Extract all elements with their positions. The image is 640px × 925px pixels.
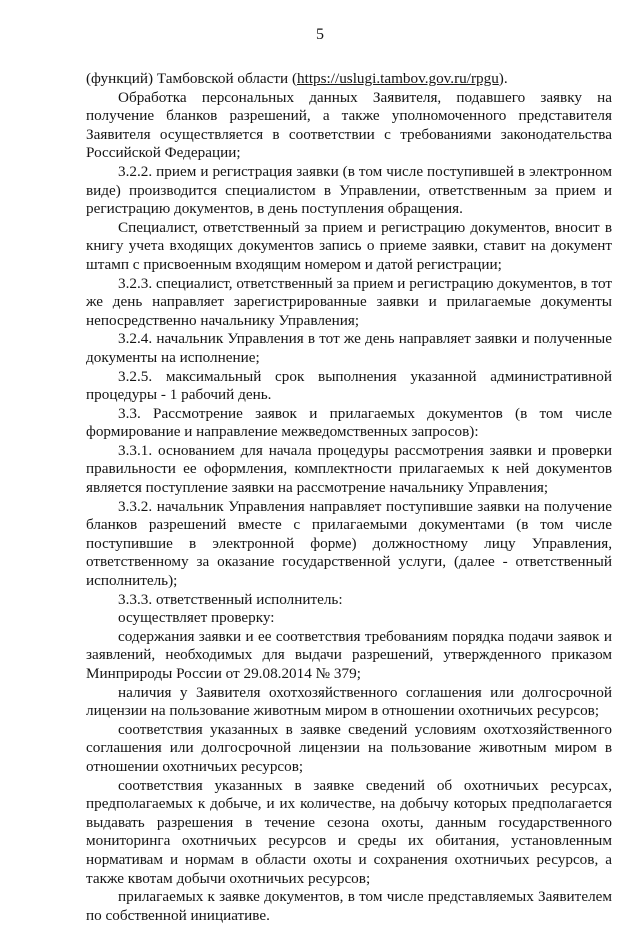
document-body: [86, 70, 612, 925]
paragraph-check-agreement: наличия у Заявителя охотхозяйственного соглашения или долгосрочной лицензии на пользование животным миром в отношении охотничьих ресурсов;: [86, 683, 612, 720]
paragraph-3-2-2: 3.2.2. прием и регистрация заявки (в том числе поступившей в электронном виде) производится специалистом в Управлении, ответственным за прием и регистрацию документов, в день поступления обращения.: [86, 162, 612, 218]
paragraph-check-content: содержания заявки и ее соответствия требованиям порядка подачи заявок и заявлений, необходимых для выдачи разрешений, утвержденного приказом Минприроды России от 29.08.2014 № 379;: [86, 627, 612, 682]
intro-paragraph: [86, 70, 612, 89]
intro-text-after: ).: [498, 70, 508, 87]
paragraph-3-2-3: 3.2.3. специалист, ответственный за прием и регистрацию документов, в тот же день направляет зарегистрированные заявки и прилагаемые документы непосредственно начальнику Управления;: [86, 274, 612, 329]
paragraph-3-2-4: 3.2.4. начальник Управления в тот же день направляет заявки и полученные документы на исполнение;: [86, 330, 612, 366]
paragraph-checks-heading: осуществляет проверку:: [118, 609, 275, 627]
paragraph-check-conformity: соответствия указанных в заявке сведений условиям охотхозяйственного соглашения или долгосрочной лицензии на пользование животным миром в отношении охотничьих ресурсов;: [86, 720, 612, 775]
intro-text-before: (функций) Тамбовской области (: [86, 70, 297, 87]
paragraph-personal-data: Обработка персональных данных Заявителя, подавшего заявку на получение бланков разрешений, а также уполномоченного представителя Заявителя осуществляется в соответствии с требованиями законодательства Российской Федерации;: [86, 88, 612, 162]
paragraph-check-resources: соответствия указанных в заявке сведений об охотничьих ресурсах, предполагаемых к добыче, и их количестве, на добычу которых предполагается выдавать разрешения в течение сезона охоты, данным государственного мониторинга охотничьих ресурсов и среды их обитания, установленным нормативам и нормам в области охоты и сохранения охотничьих ресурсов, а также квотам добычи охотничьих ресурсов;: [86, 776, 612, 887]
paragraph-3-3-2: 3.3.2. начальник Управления направляет поступившие заявки на получение бланков разрешений вместе с прилагаемыми документами (в том числе поступившие в электронной форме) должностному лицу Управления, ответственному за оказание государственной услуги, (далее - ответственный исполнитель);: [86, 497, 612, 590]
paragraph-3-3-1: 3.3.1. основанием для начала процедуры рассмотрения заявки и проверки правильности ее оформления, комплектности прилагаемых к ней документов является поступление заявки на рассмотрение начальнику Управления;: [86, 441, 612, 497]
rpgu-link[interactable]: https://uslugi.tambov.gov.ru/rpgu: [297, 70, 499, 87]
page-number: 5: [316, 26, 324, 43]
paragraph-check-attachments: прилагаемых к заявке документов, в том числе представляемых Заявителем по собственной инициативе.: [86, 888, 612, 924]
paragraph-specialist-registration: Специалист, ответственный за прием и регистрацию документов, вносит в книгу учета входящих документов запись о приеме заявки, ставит на документ штамп с присвоенным входящим номером и датой регистрации;: [86, 218, 612, 273]
paragraph-3-3: 3.3. Рассмотрение заявок и прилагаемых документов (в том числе формирование и направление межведомственных запросов):: [86, 404, 612, 441]
paragraph-3-3-3: 3.3.3. ответственный исполнитель:: [118, 590, 343, 608]
paragraph-3-2-5: 3.2.5. максимальный срок выполнения указанной административной процедуры - 1 рабочий день.: [86, 367, 612, 404]
